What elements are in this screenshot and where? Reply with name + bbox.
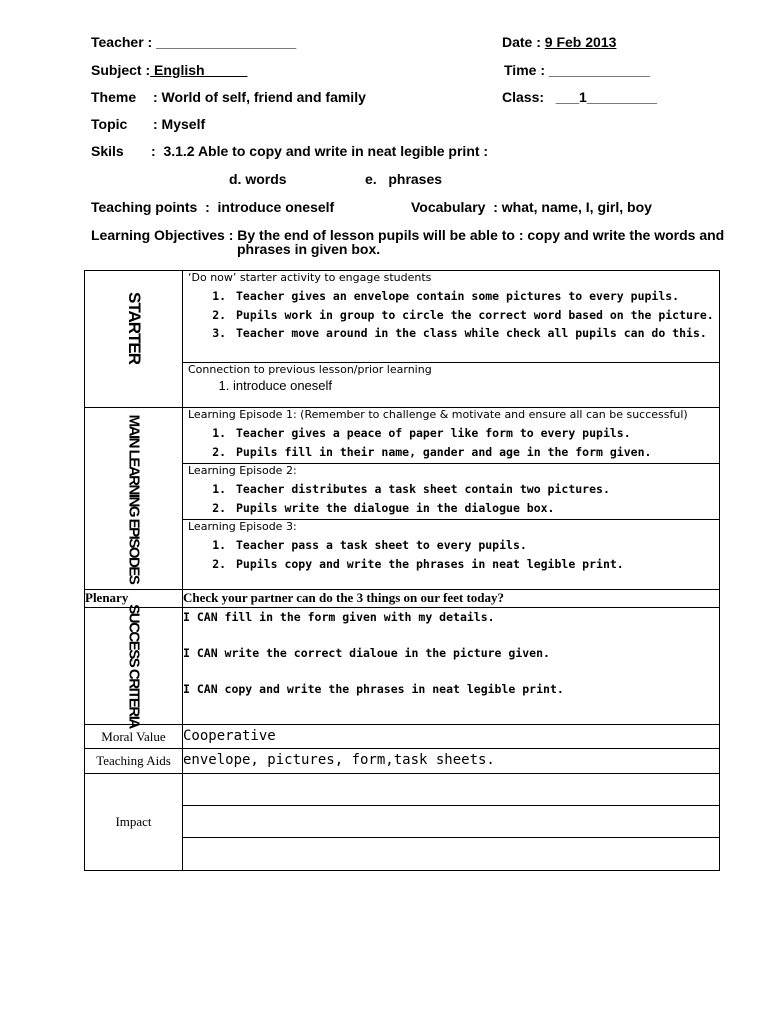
theme-label: Theme [91, 89, 137, 105]
episode-1-heading: Learning Episode 1: [188, 408, 297, 421]
impact-cell-3[interactable] [183, 838, 720, 871]
list-item: 1. Teacher pass a task sheet to every pupils. [233, 536, 719, 555]
time-field: Time : _____________ [504, 62, 651, 78]
aids-row [85, 749, 720, 774]
success-side-cell [85, 604, 183, 728]
learning-objectives-line2: phrases in given box. [237, 241, 381, 257]
success-row [85, 608, 720, 725]
learning-objectives-line1: Learning Objectives : By the end of lesson pupils will be able to : copy and write the words and [91, 227, 725, 243]
impact-label: Impact [85, 774, 183, 871]
subject-value: English [150, 62, 248, 78]
impact-row-1 [85, 774, 720, 806]
date-value: 9 Feb 2013 [544, 34, 617, 50]
lesson-plan-table [84, 270, 720, 871]
do-now-list [183, 287, 719, 343]
theme-value: : World of self, friend and family [153, 89, 366, 105]
vocabulary: Vocabulary : what, name, I, girl, boy [411, 199, 652, 215]
success-side-label: SUCCESS CRITERIA [125, 604, 142, 728]
plenary-row [85, 590, 720, 608]
aids-value: envelope, pictures, form,task sheets. [183, 749, 720, 774]
date-field [502, 34, 616, 50]
impact-cell-2[interactable] [183, 806, 720, 838]
skill-d: d. words [229, 171, 287, 187]
episode-1-note: (Remember to challenge & motivate and ensure all can be successful) [296, 408, 688, 421]
list-item: 3. Teacher move around in the class while check all pupils can do this. [233, 324, 719, 343]
do-now-title: ‘Do now’ starter activity to engage students [188, 271, 432, 284]
class-field [502, 89, 657, 105]
criteria-item: I CAN copy and write the phrases in neat legible print. [183, 682, 564, 696]
skill-e: e. phrases [365, 171, 443, 187]
list-item: 2. Pupils fill in their name, gander and age in the form given. [233, 443, 719, 462]
list-item: 1. Teacher gives an envelope contain some pictures to every pupils. [233, 287, 719, 306]
moral-row [85, 725, 720, 749]
connection-title: Connection to previous lesson/prior learning [188, 363, 432, 376]
episode-3-list [183, 536, 719, 573]
date-label: Date : [502, 34, 545, 50]
connection-cell [183, 363, 720, 408]
starter-row [85, 271, 720, 363]
topic-value: : Myself [153, 116, 206, 132]
episode-1-title [183, 408, 719, 422]
connection-list [183, 377, 719, 395]
list-item: 2. Pupils work in group to circle the correct word based on the picture. [233, 306, 719, 325]
aids-label: Teaching Aids [85, 749, 183, 774]
plenary-text: Check your partner can do the 3 things on our feet today? [183, 590, 720, 608]
main-side-cell [85, 408, 183, 590]
list-item: 1. Teacher gives a peace of paper like form to every pupils. [233, 424, 719, 443]
moral-label: Moral Value [85, 725, 183, 749]
list-item: 1. introduce oneself [233, 377, 719, 395]
skils-value: : 3.1.2 Able to copy and write in neat legible print : [151, 143, 489, 159]
list-item: 2. Pupils copy and write the phrases in neat legible print. [233, 555, 719, 574]
class-label: Class: [502, 89, 545, 105]
episode-3-cell [183, 520, 720, 590]
list-item: 1. Teacher distributes a task sheet contain two pictures. [233, 480, 719, 499]
skils-label: Skils [91, 143, 124, 159]
criteria-item: I CAN fill in the form given with my details. [183, 610, 495, 624]
episode-2-list [183, 480, 719, 517]
starter-side-cell [85, 271, 183, 408]
teacher-field: Teacher : __________________ [91, 34, 297, 50]
episode-1-list [183, 424, 719, 461]
episode-1-cell [183, 408, 720, 464]
moral-value: Cooperative [183, 725, 720, 749]
teaching-points: Teaching points : introduce oneself [91, 199, 335, 215]
impact-cell-1[interactable] [183, 774, 720, 806]
episode-2-title: Learning Episode 2: [188, 464, 297, 477]
do-now-cell [183, 271, 720, 363]
class-value: ___1_________ [544, 89, 657, 105]
success-criteria-cell [183, 608, 720, 725]
list-item: 2. Pupils write the dialogue in the dialogue box. [233, 499, 719, 518]
plenary-label: Plenary [85, 590, 183, 608]
episode-2-cell [183, 464, 720, 520]
episode-3-title: Learning Episode 3: [188, 520, 297, 533]
topic-label: Topic [91, 116, 128, 132]
criteria-item: I CAN write the correct dialoue in the picture given. [183, 646, 550, 660]
subject-label: Subject : [91, 62, 151, 78]
subject-field [91, 62, 247, 78]
main-side-label: MAIN LEARNING EPISODES [125, 414, 142, 583]
episode-1-row [85, 408, 720, 464]
starter-side-label: STARTER [124, 292, 144, 365]
